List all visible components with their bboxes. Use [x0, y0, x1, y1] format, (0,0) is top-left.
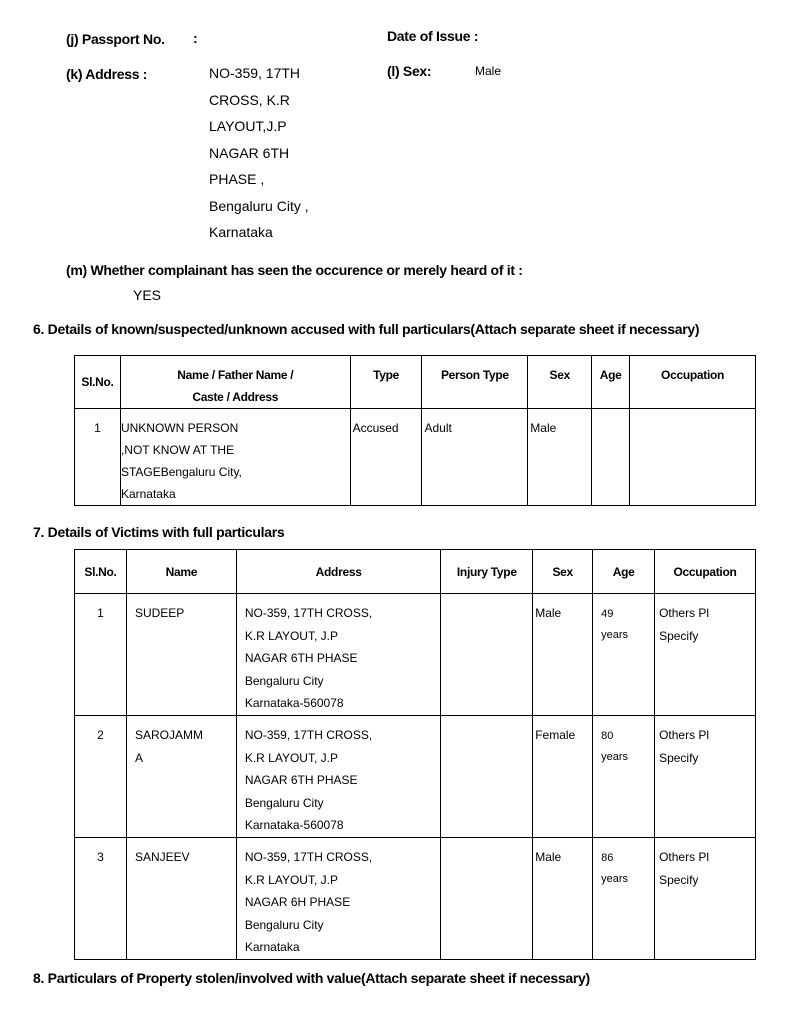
victims-header-row: [75, 550, 756, 594]
col-age: Age: [592, 356, 630, 409]
col-address: Address: [236, 550, 441, 594]
victim-age-line: 80: [601, 730, 614, 742]
victim-occupation-line: Others Pl: [659, 606, 710, 620]
address-line: NAGAR 6TH: [209, 144, 290, 161]
passport-colon: :: [193, 30, 198, 46]
sex-label: (l) Sex:: [387, 63, 432, 79]
victim-address-line: K.R LAYOUT, J.P: [244, 628, 338, 643]
col-occupation: Occupation: [655, 550, 756, 594]
col-age: Age: [593, 550, 655, 594]
victim-occupation: [655, 838, 756, 960]
victim-name: [126, 594, 236, 716]
victim-occupation: [655, 716, 756, 838]
victim-slno: 2: [75, 716, 127, 838]
section-6-heading: 6. Details of known/suspected/unknown accused with full particulars(Attach separate sheet if necessary): [33, 321, 700, 337]
victim-age-line: years: [601, 873, 629, 885]
victim-address-line: NAGAR 6TH PHASE: [244, 651, 358, 665]
victim-address: [236, 594, 441, 716]
table-row: [75, 716, 756, 838]
col-type: Type: [350, 356, 422, 409]
accused-name-line: STAGEBengaluru City,: [120, 465, 242, 479]
accused-name-line: ,NOT KNOW AT THE: [120, 443, 235, 457]
victim-occupation-line: Specify: [659, 750, 699, 765]
victim-age: [593, 838, 655, 960]
victim-age-line: 86: [601, 852, 614, 864]
seen-occurrence-label: (m) Whether complainant has seen the occurence or merely heard of it :: [66, 262, 523, 278]
victim-slno: 3: [75, 838, 127, 960]
victim-occupation-line: Others Pl: [659, 850, 710, 864]
col-occupation: Occupation: [630, 356, 756, 409]
victim-address-line: NAGAR 6TH PHASE: [244, 773, 358, 787]
victim-address: [236, 716, 441, 838]
victim-address-line: Bengaluru City: [244, 795, 324, 810]
section-7-heading: 7. Details of Victims with full particulars: [33, 524, 285, 540]
col-name: [120, 356, 350, 409]
victim-injury: [441, 716, 533, 838]
col-sex: Sex: [533, 550, 593, 594]
address-line: Bengaluru City ,: [209, 197, 309, 214]
address-line: PHASE ,: [209, 171, 265, 187]
victim-occupation-line: Specify: [659, 872, 699, 887]
address-label: (k) Address :: [66, 66, 148, 82]
victim-name: [126, 838, 236, 960]
victim-occupation-line: Others Pl: [659, 728, 710, 742]
seen-occurrence-value: YES: [133, 287, 162, 303]
victim-name-line: SANJEEV: [134, 850, 190, 864]
victim-address-line: Bengaluru City: [244, 917, 324, 932]
col-sex: Sex: [528, 356, 592, 409]
victim-address-line: NO-359, 17TH CROSS,: [244, 850, 373, 864]
victim-sex: Female: [533, 716, 593, 838]
accused-name-line: UNKNOWN PERSON: [120, 421, 239, 435]
victim-age: [593, 594, 655, 716]
address-line: NO-359, 17TH: [209, 65, 301, 81]
victim-age: [593, 716, 655, 838]
victim-address-line: Karnataka-560078: [244, 696, 344, 710]
victim-address-line: Karnataka: [244, 940, 300, 954]
victim-injury: [441, 838, 533, 960]
victim-age-line: 49: [601, 608, 614, 620]
victim-address-line: Karnataka-560078: [244, 818, 344, 832]
table-row: [75, 594, 756, 716]
victim-address-line: NAGAR 6H PHASE: [244, 895, 351, 909]
complainant-address: [209, 60, 309, 246]
address-line: CROSS, K.R: [209, 91, 290, 108]
victim-sex: Male: [533, 838, 593, 960]
accused-slno: 1: [75, 409, 121, 506]
victim-address-line: K.R LAYOUT, J.P: [244, 872, 338, 887]
col-name: Name: [126, 550, 236, 594]
col-name-line: Caste / Address: [192, 390, 279, 404]
victim-sex: Male: [533, 594, 593, 716]
accused-age: [592, 409, 630, 506]
address-line: Karnataka: [209, 224, 273, 240]
victim-age-line: years: [601, 751, 629, 763]
col-name-line: Name / Father Name /: [177, 368, 294, 382]
victim-address-line: NO-359, 17TH CROSS,: [244, 728, 373, 742]
victims-table: [74, 549, 756, 960]
accused-header-row: [75, 356, 756, 409]
col-injury-type: Injury Type: [441, 550, 533, 594]
victim-occupation: [655, 594, 756, 716]
victim-name: [126, 716, 236, 838]
victim-age-line: years: [601, 629, 629, 641]
victim-occupation-line: Specify: [659, 628, 699, 643]
accused-type: Accused: [350, 409, 422, 506]
accused-person-type: Adult: [422, 409, 528, 506]
section-8-heading: 8. Particulars of Property stolen/involved with value(Attach separate sheet if necessary): [33, 970, 590, 986]
victim-address: [236, 838, 441, 960]
accused-name-line: Karnataka: [120, 487, 176, 501]
victim-address-line: K.R LAYOUT, J.P: [244, 750, 338, 765]
table-row: [75, 409, 756, 506]
victim-slno: 1: [75, 594, 127, 716]
sex-value: Male: [475, 64, 502, 78]
accused-name: [120, 409, 350, 506]
victim-name-line: SUDEEP: [134, 606, 185, 620]
victim-injury: [441, 594, 533, 716]
col-person-type: Person Type: [422, 356, 528, 409]
date-of-issue-label: Date of Issue :: [387, 28, 479, 44]
col-slno: Sl.No.: [75, 550, 127, 594]
address-line: LAYOUT,J.P: [209, 118, 287, 134]
victim-address-line: NO-359, 17TH CROSS,: [244, 606, 373, 620]
col-slno: Sl.No.: [75, 356, 121, 409]
table-row: [75, 838, 756, 960]
victim-name-line: SAROJAMM: [134, 728, 203, 742]
accused-table: [74, 355, 756, 506]
accused-occupation: [630, 409, 756, 506]
passport-label: (j) Passport No.: [66, 31, 165, 47]
victim-name-line: A: [134, 750, 143, 765]
victim-address-line: Bengaluru City: [244, 673, 324, 688]
accused-sex: Male: [528, 409, 592, 506]
